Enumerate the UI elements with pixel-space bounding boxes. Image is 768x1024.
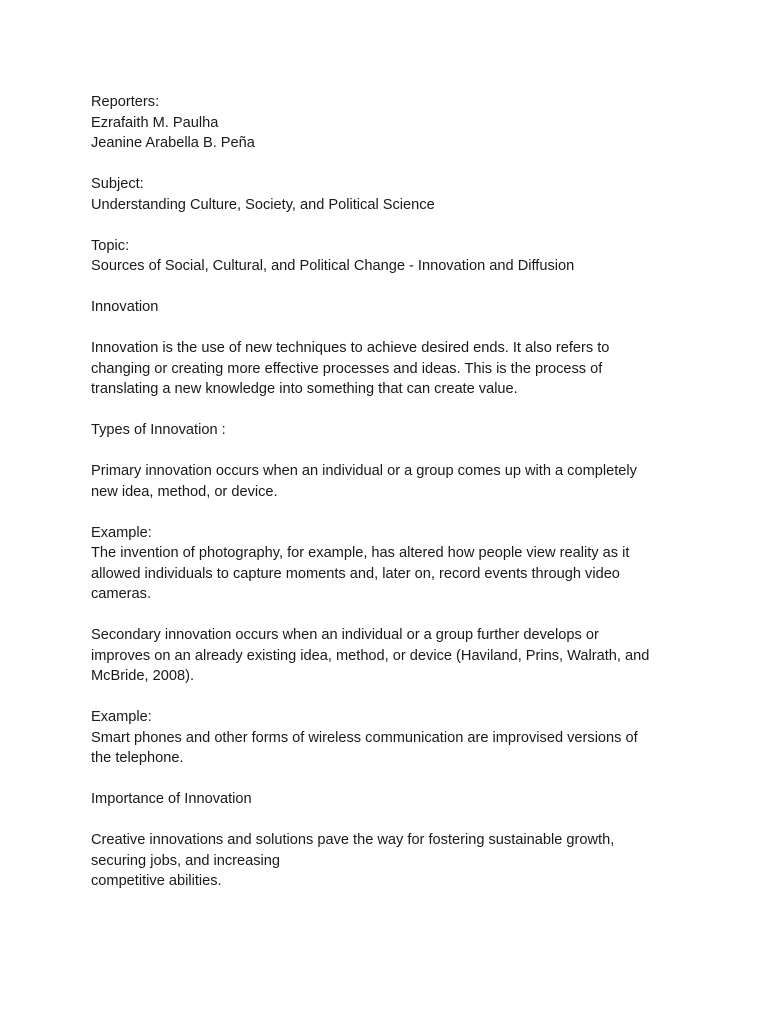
paragraph-line: new idea, method, or device. xyxy=(91,483,278,500)
paragraph-line: McBride, 2008). xyxy=(91,668,195,684)
paragraph-line: improves on an already existing idea, method, or device (Haviland, Prins, Walrath, and xyxy=(91,647,650,664)
example-one-block xyxy=(91,523,691,605)
reporter-name: Ezrafaith M. Paulha xyxy=(91,114,219,131)
paragraph-line: competitive abilities. xyxy=(91,873,222,889)
importance-paragraph xyxy=(91,830,691,892)
topic-section xyxy=(91,236,691,277)
paragraph-line: translating a new knowledge into something that can create value. xyxy=(91,381,518,397)
reporter-name: Jeanine Arabella B. Peña xyxy=(91,135,255,151)
paragraph-line: changing or creating more effective processes and ideas. This is the process of xyxy=(91,360,603,377)
paragraph-line: the telephone. xyxy=(91,750,184,766)
secondary-innovation-paragraph xyxy=(91,625,691,687)
types-heading: Types of Innovation : xyxy=(91,422,226,438)
types-heading-block xyxy=(91,420,691,441)
reporters-section xyxy=(91,92,691,154)
paragraph-line: Innovation is the use of new techniques to achieve desired ends. It also refers to xyxy=(91,340,610,356)
paragraph-line: securing jobs, and increasing xyxy=(91,852,281,869)
reporters-label: Reporters: xyxy=(91,94,160,110)
paragraph-line: allowed individuals to capture moments and, later on, record events through video xyxy=(91,565,620,582)
subject-label: Subject: xyxy=(91,176,144,192)
document-page xyxy=(91,92,691,912)
innovation-heading-block xyxy=(91,297,691,318)
primary-innovation-paragraph xyxy=(91,461,691,502)
paragraph-line: Creative innovations and solutions pave the way for fostering sustainable growth, xyxy=(91,832,615,848)
innovation-heading: Innovation xyxy=(91,299,159,315)
innovation-definition xyxy=(91,338,691,400)
importance-heading: Importance of Innovation xyxy=(91,791,252,807)
paragraph-line: Smart phones and other forms of wireless communication are improvised versions of xyxy=(91,729,638,746)
example-label: Example: xyxy=(91,524,152,541)
example-label: Example: xyxy=(91,709,152,725)
topic-label: Topic: xyxy=(91,237,130,254)
paragraph-line: Secondary innovation occurs when an individual or a group further develops or xyxy=(91,627,599,643)
paragraph-line: Primary innovation occurs when an individual or a group comes up with a completely xyxy=(91,463,637,479)
importance-heading-block xyxy=(91,789,691,810)
example-two-block xyxy=(91,707,691,769)
topic-value: Sources of Social, Cultural, and Political Change - Innovation and Diffusion xyxy=(91,258,575,274)
paragraph-line: cameras. xyxy=(91,586,152,602)
subject-section xyxy=(91,174,691,215)
subject-value: Understanding Culture, Society, and Political Science xyxy=(91,196,435,213)
paragraph-line: The invention of photography, for example, has altered how people view reality as it xyxy=(91,545,630,561)
